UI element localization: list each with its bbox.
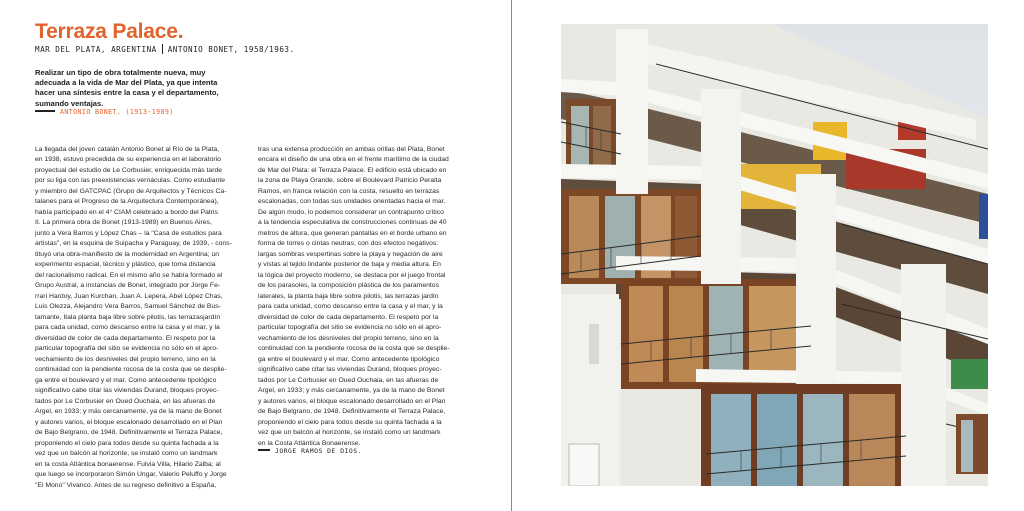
text-line: tituyó una obra-manifiesto de la modernidad en Argentina; un [35, 250, 220, 258]
page-gutter [511, 0, 512, 511]
text-line: en la costa Atlántica bonaerense. Fulvia Villa, Hilario Zalba; al [35, 460, 221, 468]
window-shutter [669, 286, 703, 382]
window-glass [757, 394, 797, 486]
text-line: particular topografía del sitio se evidencia no sólo en el apro- [35, 345, 219, 353]
text-line: Argel, en 1933; y más cercanamente, ya de la mano de Bonet [35, 408, 222, 416]
text-line: vechamiento de los desniveles del propio terreno, sino en la [35, 355, 216, 363]
text-line: para cada unidad, como descanso entre la casa y el mar, y la [35, 324, 220, 332]
window-glass [803, 394, 843, 486]
text-line: artistas", en la esquina de Suipacha y Paraguay, de 1939, - cons- [35, 240, 232, 248]
text-line: La llegada del joven catalán Antonio Bonet al Río de la Plata, [35, 146, 220, 153]
text-line: escalonadas, con todas sus unidades orientadas hacia el mar. [258, 198, 446, 206]
text-line: vez que un balcón al horizonte, se instaló como un landmark [258, 429, 441, 437]
green-panel [951, 359, 988, 389]
text-line: tras una extensa producción en ambas orillas del Plata, Bonet [258, 146, 445, 153]
body-column-1 [35, 145, 245, 491]
text-line: y vistas al tejido lindante posterior de baja y media altura. En [258, 261, 441, 269]
terraza-palace-facade-image [561, 24, 988, 486]
window-shutter [593, 106, 611, 166]
text-line: ga entre el boulevard y el mar. Como antecedente tipológico [258, 355, 440, 363]
body-column-2 [258, 145, 468, 449]
text-line: proyectual del estudio de Le Corbusier, enriquecida más tarde [35, 166, 223, 174]
text-line: para cada unidad, como descanso entre la casa y el mar, y la [258, 303, 443, 311]
text-line: rrari Hardoy, Juan Kurchan, Juan A. Lepera, Abel López Chas, [35, 292, 223, 300]
quote-author: ANTONIO BONET. (1913-1989) [60, 108, 174, 116]
text-line: había participado en el 4° CIAM celebrado a bordo del Patris [35, 208, 218, 216]
text-line: adecuada a la vida de Mar del Plata, ya que intenta [35, 78, 218, 88]
text-line: largas sombras vespertinas sobre la playa y negación de aire [258, 250, 443, 258]
facade-fin [796, 174, 836, 384]
text-line: proponiendo el cielo para todos desde su quinta fachada a la [35, 439, 219, 447]
text-line: encara el diseño de una obra en el frente marítimo de la ciudad [258, 156, 449, 164]
author-signature [258, 447, 362, 455]
text-line: Grupo Austral, a instancias de Bonet, integrado por Jorge Fe- [35, 282, 221, 290]
quote-attribution [35, 108, 174, 116]
attribution-rule [35, 110, 55, 112]
pull-quote [35, 68, 250, 109]
text-line: Ramos, en franca relación con la costa, resuelto en terrazas [258, 187, 440, 195]
window-shutter [569, 196, 599, 278]
text-line: hacer una síntesis entre la casa y el departamento, [35, 88, 219, 98]
text-line: de Bajo Belgrano, de 1948. Definitivamente el Terraza Palace, [258, 408, 446, 416]
facade-fin [616, 29, 648, 194]
subtitle-location: MAR DEL PLATA, ARGENTINA [35, 45, 157, 54]
text-line: experimento espacial, técnico y plástico, que toma distancia [35, 261, 216, 269]
text-line: de Bajo Belgrano, de 1948. Definitivamente el Terraza Palace, [35, 429, 223, 437]
text-line: del racionalismo radical. En el mismo año se había formado el [35, 271, 223, 279]
facade-fin [701, 89, 741, 284]
text-line: sumando ventajas. [35, 98, 104, 108]
text-line: II. La primera obra de Bonet (1913-1989) en Buenos Aires, [35, 219, 212, 227]
text-line: la lógica del proyecto moderno, se destaca por el juego frontal [258, 271, 446, 279]
text-line: la zona de Playa Grande, sobre el Boulevard Patricio Peralta [258, 177, 442, 185]
text-line: ga entre el boulevard y el mar. Como antecedente tipológico [35, 376, 217, 384]
text-line: diversidad de color de cada departamento. El respeto por la [35, 334, 216, 342]
text-line: Argel, en 1933; y más cercanamente, ya de la mano de Bonet [258, 387, 445, 395]
facade-fin [901, 264, 946, 486]
text-line: Realizar un tipo de obra totalmente nueva, muy [35, 68, 206, 77]
text-line: tados por Le Corbusier en Oued Ouchaia, en las afueras de [258, 376, 439, 384]
text-line: particular topografía del sitio se evidencia no sólo en el apro- [258, 324, 442, 332]
text-line: "El Mono" Vivanco. Antes de su regreso definitivo a España, [35, 481, 217, 489]
article-subtitle [35, 44, 295, 54]
text-line: por su liga con las preexistencias vernáculas. Como estudiante [35, 177, 226, 185]
text-line: y autores varios, el bloque escalonado desarrollado en el Plan [258, 397, 446, 405]
blue-panel [979, 194, 988, 239]
text-line: a la tendencia especulativa de construcciones continuas de 40 [258, 219, 447, 227]
text-line: vez que un balcón al horizonte, se instaló como un landmark [35, 450, 218, 458]
text-line: continuidad con la pendiente rocosa de la costa que se desplie- [258, 345, 450, 353]
text-line: significativo cabe citar las viviendas Durand, bloques proyec- [258, 366, 442, 374]
signature-rule [258, 449, 270, 451]
text-line: vechamiento de los desniveles del propio terreno, sino en la [258, 334, 439, 342]
signature-name: JORGE RAMOS DE DIOS. [275, 447, 362, 455]
ground-window [569, 444, 599, 486]
building-photo [561, 24, 988, 486]
text-line: y miembro del GATCPAC (Grupo de Arquitectos y Técnicos Ca- [35, 187, 227, 195]
article-title: Terraza Palace. [35, 20, 184, 43]
text-line: significativo cabe citar las viviendas Durand, bloques proyec- [35, 387, 219, 395]
text-line: proponiendo el cielo para todos desde su quinta fachada a la [258, 418, 442, 426]
text-line: tados por Le Corbusier en Oued Ouchaia, en las afueras de [35, 397, 216, 405]
text-line: y autores varios, el bloque escalonado desarrollado en el Plan [35, 418, 223, 426]
text-line: laterales, la planta baja libre sobre pilotis, las terrazas jardín [258, 292, 439, 300]
subtitle-divider [162, 44, 163, 54]
window-shutter [629, 286, 663, 382]
text-line: talanes para el Progreso de la Arquitectura Contemporánea), [35, 198, 219, 206]
text-line: que luego se incorporaron Simón Ungar, Valerio Peluffo y Jorge [35, 471, 227, 479]
ground-window [589, 324, 599, 364]
text-line: metros de altura, que generan pantallas en el borde urbano en [258, 229, 447, 237]
text-line: diversidad de color de cada departamento. El respeto por la [258, 313, 439, 321]
text-line: continuidad con la pendiente rocosa de la costa que se desplie- [35, 366, 227, 374]
subtitle-architect: ANTONIO BONET, 1958/1963. [167, 45, 295, 54]
text-line: junto a Vera Barros y López Chas – la "Casa de estudios para [35, 229, 222, 237]
window-glass [961, 420, 973, 472]
text-line: en la Costa Atlántica Bonaerense. [258, 439, 361, 447]
window-shutter [849, 394, 895, 486]
text-line: forma de torres o cintas neutras; con dos efectos negativos: [258, 240, 439, 248]
text-line: tamante, Itala planta baja libre sobre pilotis, las terrazasjardín [35, 313, 221, 321]
text-line: Luis Olezza, Alejandro Vera Barros, Samuel Sánchez de Bus- [35, 303, 221, 311]
text-line: en 1938, estuvo precedida de su experiencia en el laboratorio [35, 156, 221, 164]
text-line: De algún modo, lo podemos considerar un contrapunto crítico [258, 208, 444, 216]
text-line: de Mar del Plata: el Terraza Palace. El edificio está ubicado en [258, 166, 447, 174]
text-line: de los parasoles, la composición plástica de los paramentos [258, 282, 439, 290]
